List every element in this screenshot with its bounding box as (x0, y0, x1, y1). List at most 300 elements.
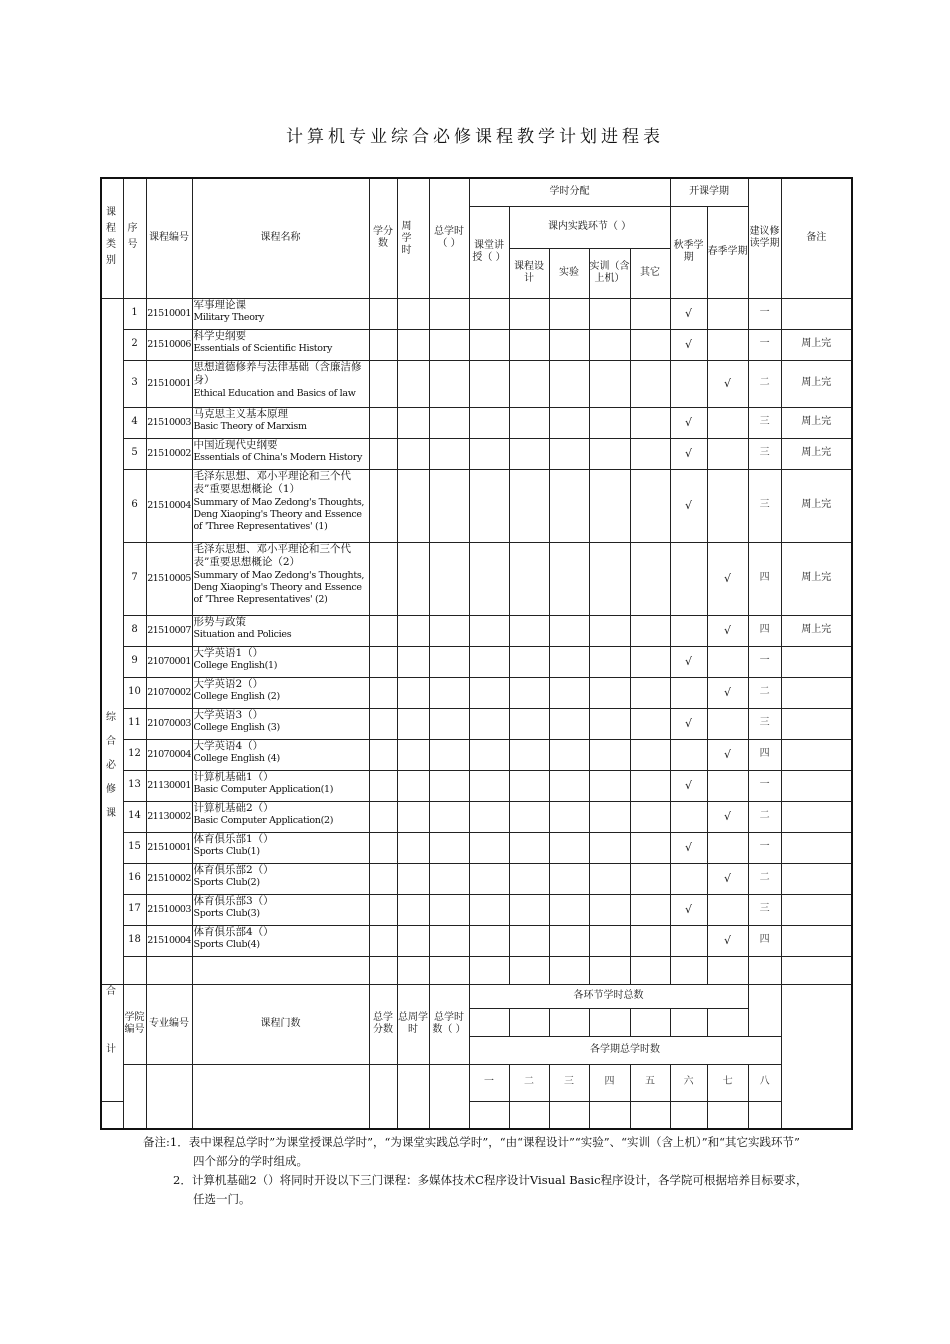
term-cell: 一 (748, 832, 781, 863)
term-cell: 一 (748, 298, 781, 329)
remark-cell (781, 298, 852, 329)
empty-cell (469, 894, 509, 925)
code-cell: 21510004 (146, 925, 192, 956)
seq-cell: 15 (123, 832, 146, 863)
code-cell: 21510006 (146, 329, 192, 360)
empty-cell (397, 438, 429, 469)
empty-cell (630, 615, 670, 646)
autumn-cell: √ (670, 646, 707, 677)
empty-cell (469, 739, 509, 770)
course-name-cell (192, 770, 369, 801)
semester-label: 一 (469, 1064, 509, 1101)
empty-cell (469, 542, 509, 615)
empty-cell (369, 739, 397, 770)
empty-cell (429, 894, 469, 925)
empty-cell (509, 646, 549, 677)
spring-cell (707, 329, 748, 360)
seq-cell: 7 (123, 542, 146, 615)
empty-cell (589, 615, 630, 646)
empty-cell (630, 770, 670, 801)
code-cell: 21510002 (146, 438, 192, 469)
empty-cell (369, 646, 397, 677)
autumn-cell (670, 615, 707, 646)
autumn-cell: √ (670, 407, 707, 438)
course-name-cell (192, 542, 369, 615)
autumn-cell: √ (670, 770, 707, 801)
header-spring: 春季学期 (707, 206, 748, 298)
empty-cell (469, 646, 509, 677)
empty-cell (469, 925, 509, 956)
empty-cell (509, 925, 549, 956)
empty-cell (397, 677, 429, 708)
empty-cell (748, 956, 781, 984)
seq-cell: 14 (123, 801, 146, 832)
term-cell: 四 (748, 739, 781, 770)
course-name-cell (192, 329, 369, 360)
empty-cell (589, 863, 630, 894)
empty-cell (429, 739, 469, 770)
semester-hours-cell (670, 1101, 707, 1129)
empty-cell (630, 801, 670, 832)
segment-hours-cell (509, 1008, 549, 1036)
empty-cell (369, 677, 397, 708)
empty-cell (589, 708, 630, 739)
empty-cell (549, 360, 589, 407)
semester-hours-cell (469, 1101, 509, 1129)
course-name-cn: 科学史纲要 (193, 329, 246, 342)
empty-cell (630, 360, 670, 407)
header-remark: 备注 (781, 178, 852, 298)
segment-hours-cell (670, 1008, 707, 1036)
note-2-cont: 任选一门。 (193, 1191, 251, 1206)
header-hour-distribution: 学时分配 (469, 178, 670, 206)
course-name-cn: 形势与政策 (193, 615, 246, 628)
table-row (101, 298, 852, 329)
seq-cell: 17 (123, 894, 146, 925)
term-cell: 四 (748, 925, 781, 956)
course-name-cn: 大学英语2（） (193, 677, 264, 690)
course-name-cn: 体育俱乐部1（） (193, 832, 274, 845)
course-name-cell (192, 863, 369, 894)
summary-value-cell (397, 1064, 429, 1129)
autumn-cell: √ (670, 329, 707, 360)
course-name-en: Military Theory (193, 312, 264, 324)
empty-cell (589, 438, 630, 469)
segment-hours-cell (589, 1008, 630, 1036)
empty-cell (509, 708, 549, 739)
empty-cell (369, 329, 397, 360)
empty-cell (509, 615, 549, 646)
empty-cell (101, 1101, 123, 1129)
semester-hours-cell (549, 1101, 589, 1129)
semester-hours-cell (630, 1101, 670, 1129)
notes (143, 1133, 863, 1209)
code-cell: 21510001 (146, 298, 192, 329)
code-cell: 21070003 (146, 708, 192, 739)
empty-cell (549, 801, 589, 832)
course-name-cell (192, 360, 369, 407)
empty-cell (469, 801, 509, 832)
empty-cell (589, 329, 630, 360)
empty-cell (429, 646, 469, 677)
empty-cell (549, 298, 589, 329)
autumn-cell: √ (670, 894, 707, 925)
segment-hours-cell (549, 1008, 589, 1036)
remark-cell (781, 770, 852, 801)
term-cell: 四 (748, 542, 781, 615)
autumn-cell: √ (670, 832, 707, 863)
course-name-cell (192, 298, 369, 329)
empty-cell (397, 832, 429, 863)
code-cell: 21070001 (146, 646, 192, 677)
spring-cell: √ (707, 739, 748, 770)
seq-cell: 8 (123, 615, 146, 646)
empty-cell (630, 646, 670, 677)
empty-cell (397, 615, 429, 646)
header-name: 课程名称 (192, 178, 369, 298)
empty-cell (429, 801, 469, 832)
empty-cell (397, 863, 429, 894)
term-cell: 三 (748, 407, 781, 438)
empty-cell (589, 298, 630, 329)
table-row (101, 770, 852, 801)
empty-cell (146, 956, 192, 984)
empty-cell (509, 894, 549, 925)
spring-cell (707, 708, 748, 739)
empty-cell (469, 863, 509, 894)
empty-cell (509, 298, 549, 329)
term-cell: 一 (748, 329, 781, 360)
empty-cell (630, 469, 670, 542)
course-name-cell (192, 469, 369, 542)
course-name-cell (192, 438, 369, 469)
spring-cell (707, 407, 748, 438)
empty-cell (369, 708, 397, 739)
spring-cell (707, 832, 748, 863)
note-1: 备注:1．表中课程总学时”为课堂授课总学时”，“为课堂实践总学时”，“由“课程设计”“实验”、“实训（含上机）”和“其它实践环节” (143, 1135, 800, 1149)
empty-cell (469, 469, 509, 542)
table-row-blank (101, 956, 852, 984)
course-name-en: Situation and Policies (193, 629, 292, 641)
empty-cell (397, 542, 429, 615)
empty-cell (549, 542, 589, 615)
header-total-hours: 总学时（ ） (429, 178, 469, 298)
remark-cell: 周上完 (781, 407, 852, 438)
course-name-cn: 计算机基础2（） (193, 801, 274, 814)
spring-cell (707, 469, 748, 542)
semester-hours-cell (589, 1101, 630, 1129)
empty-cell (397, 925, 429, 956)
empty-cell (469, 329, 509, 360)
empty-cell (397, 407, 429, 438)
empty-cell (469, 438, 509, 469)
course-name-en: Basic Computer Application(1) (193, 784, 334, 796)
empty-cell (369, 438, 397, 469)
empty-cell (630, 925, 670, 956)
seq-cell: 1 (123, 298, 146, 329)
course-name-cn: 思想道德修养与法律基础（含廉洁修身） (193, 360, 362, 387)
empty-cell (509, 329, 549, 360)
seq-cell: 2 (123, 329, 146, 360)
empty-cell (630, 677, 670, 708)
empty-cell (630, 832, 670, 863)
table-row (101, 925, 852, 956)
empty-cell (589, 832, 630, 863)
empty-cell (369, 407, 397, 438)
category-cell (101, 298, 123, 984)
total-weeks-header: 总周学时 (397, 984, 429, 1064)
empty-cell (549, 329, 589, 360)
table-row (101, 739, 852, 770)
course-name-cn: 大学英语3（） (193, 708, 264, 721)
empty-cell (469, 677, 509, 708)
spring-cell: √ (707, 360, 748, 407)
empty-cell (509, 832, 549, 863)
empty-cell (429, 863, 469, 894)
remark-cell (781, 801, 852, 832)
empty-cell (397, 329, 429, 360)
course-name-cn: 毛泽东思想、邓小平理论和三个代表”重要思想概论（2） (193, 542, 351, 569)
empty-cell (429, 298, 469, 329)
course-name-en: Sports Club(1) (193, 846, 260, 858)
seq-cell: 4 (123, 407, 146, 438)
autumn-cell (670, 801, 707, 832)
empty-cell (549, 615, 589, 646)
empty-cell (589, 925, 630, 956)
empty-cell (670, 956, 707, 984)
autumn-cell: √ (670, 469, 707, 542)
empty-cell (549, 739, 589, 770)
header-experiment: 实验 (549, 248, 589, 298)
course-name-en: College English(1) (193, 660, 278, 672)
spring-cell: √ (707, 677, 748, 708)
course-name-cn: 大学英语4（） (193, 739, 264, 752)
spring-cell: √ (707, 863, 748, 894)
course-name-cn: 中国近现代史纲要 (193, 438, 278, 451)
code-cell: 21130002 (146, 801, 192, 832)
segment-hours-cell (469, 1008, 509, 1036)
empty-cell (369, 770, 397, 801)
header-course-design: 课程设计 (509, 248, 549, 298)
summary-value-cell (123, 1064, 146, 1129)
empty-cell (549, 708, 589, 739)
seq-cell: 12 (123, 739, 146, 770)
summary-value-cell (146, 1064, 192, 1129)
empty-cell (509, 407, 549, 438)
total-credits-header: 总学分数 (369, 984, 397, 1064)
remark-cell (781, 894, 852, 925)
spring-cell: √ (707, 615, 748, 646)
header-suggested-semester: 建议修读学期 (748, 178, 781, 298)
empty-cell (589, 739, 630, 770)
course-name-en: Sports Club(4) (193, 939, 260, 951)
empty-cell (509, 770, 549, 801)
semester-label: 八 (748, 1064, 781, 1101)
term-cell: 三 (748, 708, 781, 739)
empty-cell (369, 863, 397, 894)
remark-cell: 周上完 (781, 542, 852, 615)
autumn-cell: √ (670, 708, 707, 739)
note-1-cont: 四个部分的学时组成。 (193, 1153, 308, 1168)
autumn-cell (670, 739, 707, 770)
term-cell: 三 (748, 469, 781, 542)
table-row (101, 469, 852, 542)
semester-label: 三 (549, 1064, 589, 1101)
seq-cell: 3 (123, 360, 146, 407)
header-seq: 序号 (123, 178, 146, 298)
table-row (101, 677, 852, 708)
summary-value-cell (192, 1064, 369, 1129)
course-name-cell (192, 646, 369, 677)
remark-cell: 周上完 (781, 469, 852, 542)
empty-cell (748, 984, 781, 1036)
table-row (101, 542, 852, 615)
course-name-cell (192, 832, 369, 863)
empty-cell (630, 894, 670, 925)
table-row (101, 615, 852, 646)
table-row (101, 329, 852, 360)
course-name-cn: 毛泽东思想、邓小平理论和三个代表”重要思想概论（1） (193, 469, 351, 496)
empty-cell (469, 615, 509, 646)
table-row (101, 708, 852, 739)
summary-value-cell (429, 1064, 469, 1129)
note-2: 2．计算机基础2（）将同时开设以下三门课程：多媒体技术C程序设计Visual Basic程序设计，各学院可根据培养目标要求， (173, 1172, 808, 1187)
empty-cell (469, 708, 509, 739)
empty-cell (369, 925, 397, 956)
empty-cell (589, 469, 630, 542)
seq-cell: 13 (123, 770, 146, 801)
empty-cell (589, 360, 630, 407)
remark-cell (781, 925, 852, 956)
spring-cell: √ (707, 542, 748, 615)
empty-cell (549, 407, 589, 438)
course-name-en: Summary of Mao Zedong's Thoughts, Deng Xiaoping's Theory and Essence of 'Three Representatives' (1) (193, 496, 365, 533)
spring-cell (707, 438, 748, 469)
empty-cell (397, 646, 429, 677)
semester-hours-cell (748, 1101, 781, 1129)
empty-cell (589, 646, 630, 677)
empty-cell (549, 863, 589, 894)
segment-hours-header: 各环节学时总数 (469, 984, 748, 1008)
term-cell: 一 (748, 646, 781, 677)
remark-cell (781, 739, 852, 770)
spring-cell (707, 894, 748, 925)
course-name-en: College English (4) (193, 753, 280, 765)
empty-cell (369, 894, 397, 925)
course-name-cn: 马克思主义基本原理 (193, 407, 288, 420)
remark-cell: 周上完 (781, 329, 852, 360)
code-cell: 21510001 (146, 360, 192, 407)
header-training: 实训（含上机） (589, 248, 630, 298)
autumn-cell (670, 863, 707, 894)
semester-hours-cell (707, 1101, 748, 1129)
empty-cell (589, 894, 630, 925)
course-name-en: Basic Computer Application(2) (193, 815, 334, 827)
remark-cell (781, 677, 852, 708)
autumn-cell (670, 677, 707, 708)
semester-label: 六 (670, 1064, 707, 1101)
course-name-cell (192, 677, 369, 708)
semester-label: 五 (630, 1064, 670, 1101)
course-name-en: Sports Club(3) (193, 908, 260, 920)
empty-cell (469, 832, 509, 863)
empty-cell (369, 832, 397, 863)
term-cell: 三 (748, 438, 781, 469)
semester-hours-cell (509, 1101, 549, 1129)
empty-cell (630, 407, 670, 438)
course-name-cell (192, 894, 369, 925)
course-name-cell (192, 925, 369, 956)
course-name-cell (192, 739, 369, 770)
empty-cell (429, 770, 469, 801)
empty-cell (549, 925, 589, 956)
empty-cell (589, 770, 630, 801)
empty-cell (549, 438, 589, 469)
empty-cell (397, 708, 429, 739)
header-other: 其它 (630, 248, 670, 298)
curriculum-table (100, 177, 853, 1130)
segment-hours-cell (707, 1008, 748, 1036)
empty-cell (781, 956, 852, 984)
empty-cell (589, 542, 630, 615)
code-cell: 21510003 (146, 407, 192, 438)
seq-cell: 16 (123, 863, 146, 894)
empty-cell (397, 894, 429, 925)
empty-cell (630, 708, 670, 739)
seq-cell: 6 (123, 469, 146, 542)
semester-hours-header: 各学期总学时数 (469, 1036, 781, 1064)
course-name-en: Summary of Mao Zedong's Thoughts, Deng Xiaoping's Theory and Essence of 'Three Representatives' (2) (193, 569, 365, 606)
empty-cell (509, 956, 549, 984)
empty-cell (630, 739, 670, 770)
empty-cell (509, 739, 549, 770)
empty-cell (429, 956, 469, 984)
empty-cell (429, 360, 469, 407)
empty-cell (397, 469, 429, 542)
seq-cell: 10 (123, 677, 146, 708)
course-name-en: Basic Theory of Marxism (193, 421, 307, 433)
course-name-cell (192, 407, 369, 438)
summary-label (101, 984, 123, 1101)
semester-label: 二 (509, 1064, 549, 1101)
term-cell: 二 (748, 863, 781, 894)
empty-cell (429, 407, 469, 438)
empty-cell (369, 298, 397, 329)
empty-cell (549, 956, 589, 984)
empty-cell (369, 542, 397, 615)
course-name-en: College English (2) (193, 691, 280, 703)
empty-cell (369, 956, 397, 984)
remark-cell (781, 646, 852, 677)
table-row (101, 438, 852, 469)
table-row (101, 863, 852, 894)
table-row (101, 832, 852, 863)
autumn-cell (670, 925, 707, 956)
spring-cell (707, 646, 748, 677)
header-credits: 学分数 (369, 178, 397, 298)
category-label: 综合必修课 (103, 711, 115, 831)
page-title: 计算机专业综合必修课程教学计划进程表 (286, 127, 664, 147)
remark-cell (781, 832, 852, 863)
header-practice: 课内实践环节（ ） (509, 206, 670, 248)
course-name-cn: 体育俱乐部2（） (193, 863, 274, 876)
course-name-cell (192, 615, 369, 646)
empty-cell (509, 360, 549, 407)
course-name-en: Ethical Education and Basics of law (193, 387, 356, 399)
empty-cell (429, 438, 469, 469)
empty-cell (509, 801, 549, 832)
empty-cell (630, 438, 670, 469)
